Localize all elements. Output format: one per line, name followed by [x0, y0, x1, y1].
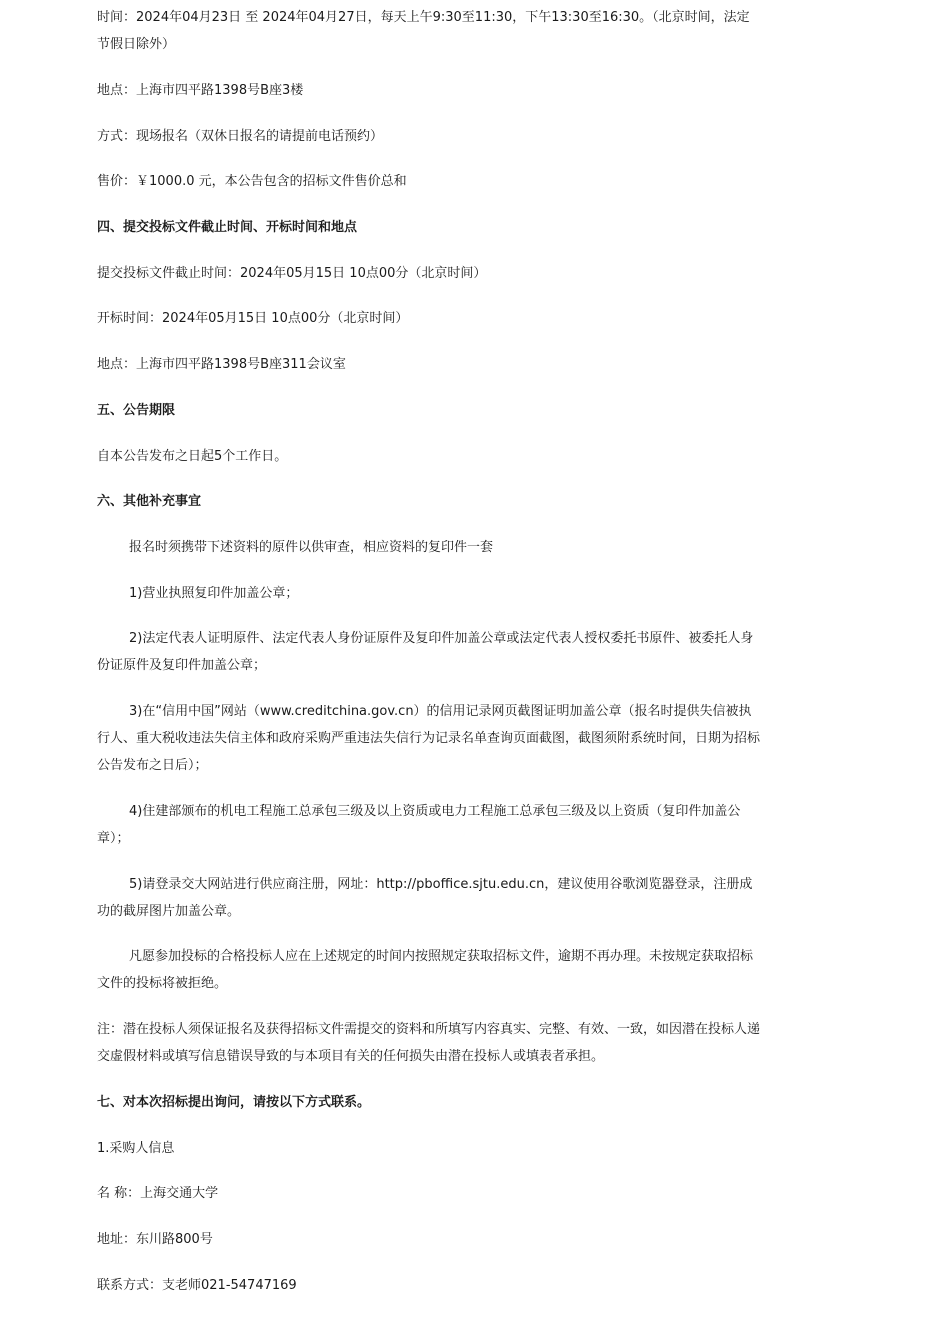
- paragraph: 时间：2024年04月23日 至 2024年04月27日，每天上午9:30至11:30，下午13:30至16:30。（北京时间，法定节假日除外）: [97, 10, 750, 52]
- paragraph: 凡愿参加投标的合格投标人应在上述规定的时间内按照规定获取招标文件，逾期不再办理。未按规定获取招标文件的投标将被拒绝。: [97, 949, 754, 991]
- paragraph: 开标时间：2024年05月15日 10点00分（北京时间）: [97, 311, 409, 326]
- section-heading: 五、公告期限: [97, 403, 176, 418]
- paragraph: 报名时须携带下述资料的原件以供审查，相应资料的复印件一套: [129, 540, 494, 555]
- section-heading: 六、其他补充事宜: [97, 494, 202, 509]
- paragraph: 2)法定代表人证明原件、法定代表人身份证原件及复印件加盖公章或法定代表人授权委托书原件、被委托人身份证原件及复印件加盖公章；: [97, 631, 754, 673]
- paragraph: 1.采购人信息: [97, 1141, 175, 1156]
- paragraph: 联系方式：支老师021-54747169: [97, 1278, 297, 1293]
- paragraph: 方式：现场报名（双休日报名的请提前电话预约）: [97, 129, 384, 144]
- paragraph: 注：潜在投标人须保证报名及获得招标文件需提交的资料和所填写内容真实、完整、有效、一致，如因潜在投标人递交虚假材料或填写信息错误导致的与本项目有关的任何损失由潜在投标人或填表者承担。: [97, 1022, 761, 1064]
- paragraph: 售价：￥1000.0 元，本公告包含的招标文件售价总和: [97, 174, 407, 189]
- paragraph: 地点：上海市四平路1398号B座311会议室: [97, 357, 346, 372]
- paragraph: 名 称：上海交通大学: [97, 1186, 219, 1201]
- paragraph: 地点：上海市四平路1398号B座3楼: [97, 83, 304, 98]
- paragraph: 自本公告发布之日起5个工作日。: [97, 449, 288, 464]
- paragraph: 3)在“信用中国”网站（www.creditchina.gov.cn）的信用记录网页截图证明加盖公章（报名时提供失信被执行人、重大税收违法失信主体和政府采购严重违法失信行为记录名单查询页面截图，截图须附系统时间，日期为招标公告发布之日后）；: [97, 704, 761, 773]
- paragraph: 提交投标文件截止时间：2024年05月15日 10点00分（北京时间）: [97, 266, 487, 281]
- paragraph: 1)营业执照复印件加盖公章；: [129, 586, 299, 601]
- paragraph: 5)请登录交大网站进行供应商注册，网址：http://pboffice.sjtu.edu.cn，建议使用谷歌浏览器登录，注册成功的截屏图片加盖公章。: [97, 877, 753, 919]
- section-heading: 七、对本次招标提出询问，请按以下方式联系。: [97, 1095, 371, 1110]
- paragraph: 地址：东川路800号: [97, 1232, 213, 1247]
- paragraph: 4)住建部颁布的机电工程施工总承包三级及以上资质或电力工程施工总承包三级及以上资质（复印件加盖公章）；: [97, 804, 741, 846]
- section-heading: 四、提交投标文件截止时间、开标时间和地点: [97, 220, 358, 235]
